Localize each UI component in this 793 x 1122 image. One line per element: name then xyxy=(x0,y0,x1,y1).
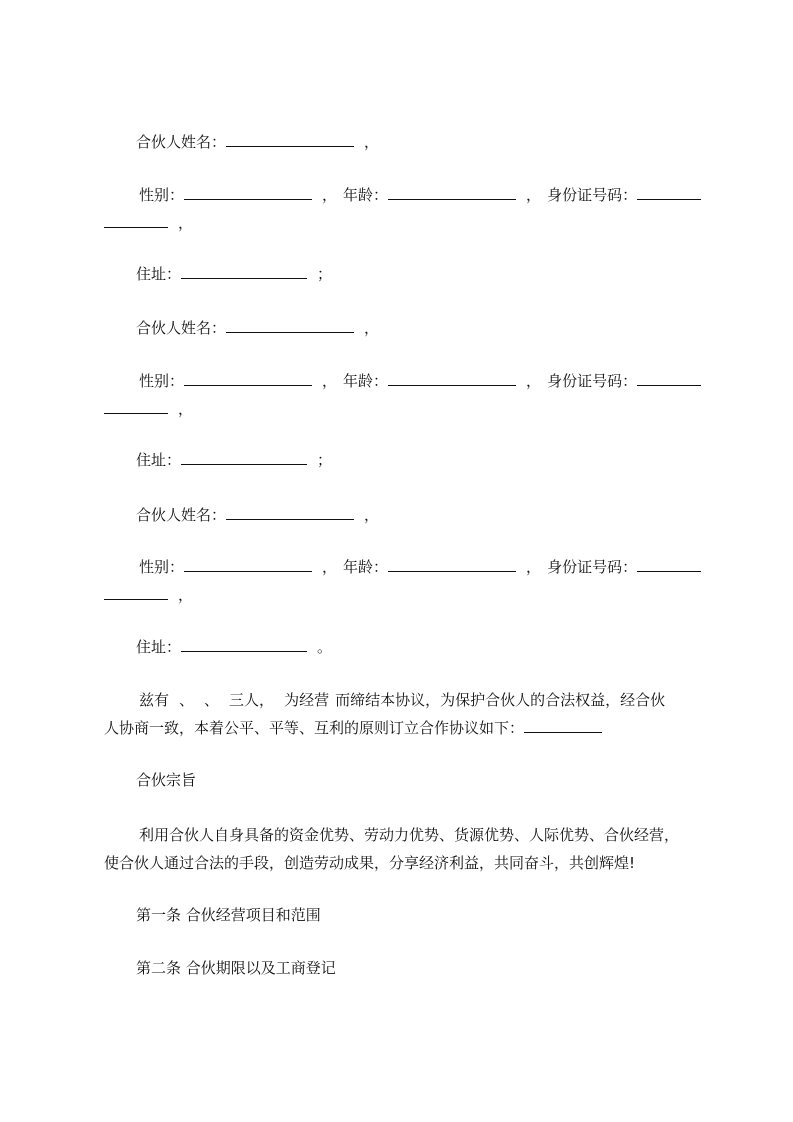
name-blank[interactable] xyxy=(226,132,354,147)
id-blank-part2[interactable] xyxy=(104,585,168,600)
id-label: 身份证号码： xyxy=(547,186,638,204)
age-label: 年龄： xyxy=(343,558,389,576)
id-blank-part2[interactable] xyxy=(104,399,168,414)
article-1-heading: 第一条 合伙经营项目和范围 xyxy=(136,906,321,924)
name-blank[interactable] xyxy=(226,505,354,520)
partner-3-id-continuation: ， xyxy=(104,585,193,605)
name-label: 合伙人姓名： xyxy=(136,133,227,151)
id-blank-part1[interactable] xyxy=(637,371,701,386)
address-label: 住址： xyxy=(136,638,182,656)
address-blank[interactable] xyxy=(181,450,307,465)
address-label: 住址： xyxy=(136,265,182,283)
partner-2-address-line: 住址： ； xyxy=(136,451,333,469)
partner-3-address-line: 住址： 。 xyxy=(136,638,333,656)
id-blank-part2[interactable] xyxy=(104,213,168,228)
age-blank[interactable] xyxy=(388,185,516,200)
address-blank[interactable] xyxy=(181,637,307,652)
id-label: 身份证号码： xyxy=(547,558,638,576)
age-blank[interactable] xyxy=(388,371,516,386)
partner-3-info-line: 性别： ， 年龄： ， 身份证号码： xyxy=(139,557,701,577)
id-blank-part1[interactable] xyxy=(637,185,701,200)
purpose-heading: 合伙宗旨 xyxy=(136,771,197,789)
gender-label: 性别： xyxy=(139,558,185,576)
gender-blank[interactable] xyxy=(184,371,312,386)
gender-label: 性别： xyxy=(139,372,185,390)
id-blank-part1[interactable] xyxy=(637,557,701,572)
partner-2-id-continuation: ， xyxy=(104,399,193,419)
age-blank[interactable] xyxy=(388,557,516,572)
name-label: 合伙人姓名： xyxy=(136,506,227,524)
partner-1-address-line: 住址： ； xyxy=(136,265,333,283)
age-label: 年龄： xyxy=(343,186,389,204)
preamble-line-2: 人协商一致，本着公平、平等、互利的原则订立合作协议如下： xyxy=(104,718,602,738)
name-blank[interactable] xyxy=(226,318,354,333)
purpose-text-line-2: 使合伙人通过合法的手段，创造劳动成果，分享经济利益，共同奋斗，共创辉煌! xyxy=(104,854,636,872)
partner-3-name-line: 合伙人姓名： ， xyxy=(136,506,380,524)
address-blank[interactable] xyxy=(181,264,307,279)
preamble-blank[interactable] xyxy=(524,718,602,733)
id-label: 身份证号码： xyxy=(547,372,638,390)
partner-1-id-continuation: ， xyxy=(104,213,193,233)
partner-1-name-line xyxy=(136,132,379,152)
address-label: 住址： xyxy=(136,451,182,469)
preamble-line-1: 兹有 、 、 三人， 为经营 而缔结本协议，为保护合伙人的合法权益，经合伙 xyxy=(139,691,666,709)
age-label: 年龄： xyxy=(343,372,389,390)
purpose-text-line-1: 利用合伙人自身具备的资金优势、劳动力优势、货源优势、人际优势、合伙经营， xyxy=(139,826,680,844)
gender-blank[interactable] xyxy=(184,557,312,572)
gender-blank[interactable] xyxy=(184,185,312,200)
partner-2-info-line: 性别： ， 年龄： ， 身份证号码： xyxy=(139,371,701,391)
gender-label: 性别： xyxy=(139,186,185,204)
comma: ， xyxy=(364,133,380,151)
article-2-heading: 第二条 合伙期限以及工商登记 xyxy=(136,959,336,977)
partner-1-info-line: 性别： ， 年龄： ， 身份证号码： xyxy=(139,185,701,205)
name-label: 合伙人姓名： xyxy=(136,319,227,337)
partner-2-name-line: 合伙人姓名： ， xyxy=(136,319,380,337)
